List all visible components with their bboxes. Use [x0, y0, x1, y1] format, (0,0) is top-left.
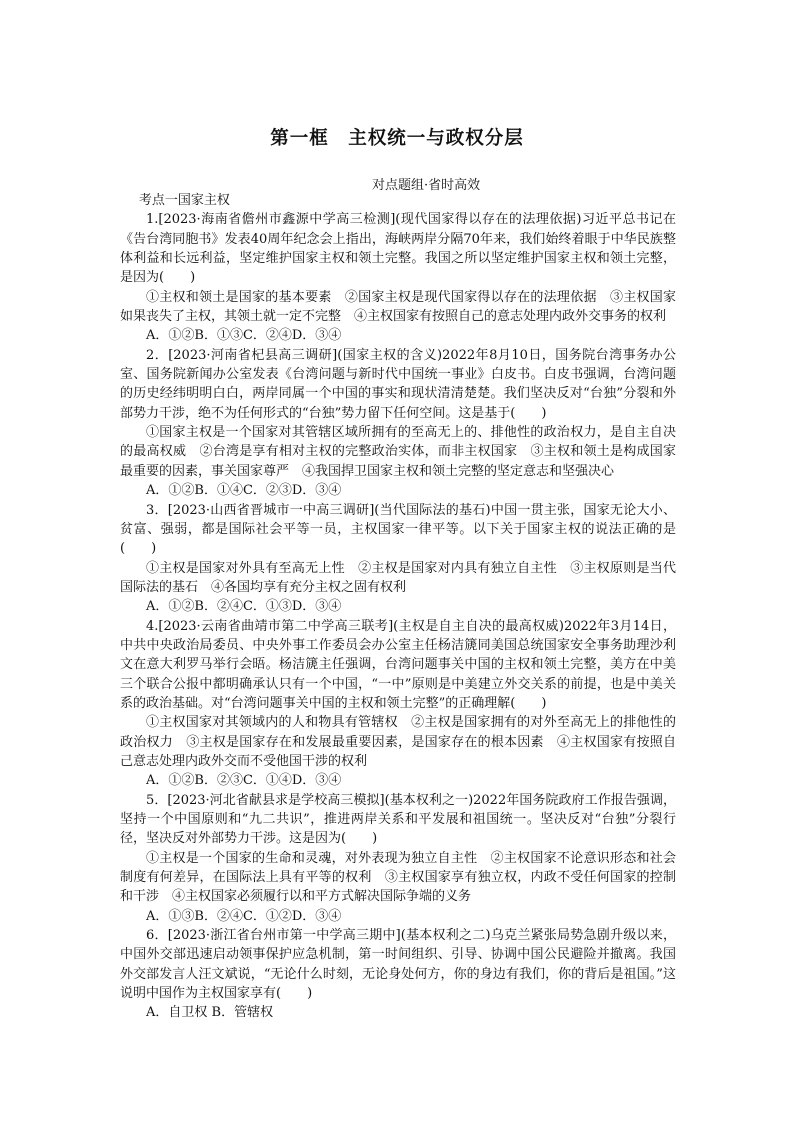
question-1-stem: 1.[2023·海南省儋州市鑫源中学高三检测](现代国家得以存在的法理依据)习近平总书记在《告台湾同胞书》发表40周年纪念会上指出，海峡两岸分隔70年来，我们始终着眼于中华民族整体利益和长远利益，坚定维护国家主权和领土完整。我国之所以坚定维护国家主权和领土完整，是因为( ): [120, 212, 676, 286]
question-3-options: A．①②B．②④C．①③D．③④: [146, 599, 342, 615]
section-subtitle: 对点题组·省时高效: [372, 178, 481, 193]
page-title: 第一框 主权统一与政权分层: [270, 128, 524, 149]
question-4-items: ①主权国家对其领域内的人和物具有管辖权 ②主权是国家拥有的对外至高无上的排他性的政治权力 ③主权是国家存在和发展最重要因素，是国家存在的根本因素 ④主权国家有按照自己意志处理内政外交而不受他国干涉的权利: [120, 715, 676, 769]
question-6-stem: 6．[2023·浙江省台州市第一中学高三期中](基本权利之二)乌克兰紧张局势急剧升级以来，中国外交部迅速启动领事保护应急机制，第一时间组织、引导、协调中国公民避险并撤离。我国外交部发言人汪文斌说，“无论什么时刻，无论身处何方，你的身边有我们，你的背后是祖国。”这说明中国作为主权国家享有( ): [120, 928, 676, 1002]
question-3-stem: 3．[2023·山西省晋城市一中高三调研](当代国际法的基石)中国一贯主张，国家无论大小、贫富、强弱，都是国际社会平等一员，主权国家一律平等。以下关于国家主权的说法正确的是( ): [120, 502, 676, 557]
question-1-items: ①主权和领土是国家的基本要素 ②国家主权是现代国家得以存在的法理依据 ③主权国家如果丧失了主权，其领土就一定不完整 ④主权国家有按照自己的意志处理内政外交事务的权利: [120, 289, 676, 325]
question-1-options: A．①②B．①③C．②④D．③④: [146, 328, 342, 344]
question-2-items: ①国家主权是一个国家对其管辖区域所拥有的至高无上的、排他性的政治权力，是自主自决的最高权威 ②台湾是享有相对主权的完整政治实体，而非主权国家 ③主权和领土是构成国家最重要的因素，事关国家尊严 ④我国捍卫国家主权和领土完整的坚定意志和坚强决心: [120, 425, 676, 479]
question-5-items: ①主权是一个国家的生命和灵魂，对外表现为独立自主性 ②主权国家不论意识形态和社会制度有何差异，在国际法上具有平等的权利 ③主权国家享有独立权，内政不受任何国家的控制和干涉 ④主权国家必须履行以和平方式解决国际争端的义务: [120, 850, 676, 905]
question-5-stem: 5．[2023·河北省献县求是学校高三模拟](基本权利之一)2022年国务院政府工作报告强调，坚持一个中国原则和“九二共识”，推进两岸关系和平发展和祖国统一。坚决反对“台独”分裂行径，坚决反对外部势力干涉。这是因为( ): [120, 792, 676, 847]
question-2-stem: 2．[2023·河南省杞县高三调研](国家主权的含义)2022年8月10日，国务院台湾事务办公室、国务院新闻办公室发表《台湾问题与新时代中国统一事业》白皮书。白皮书强调，台湾问题的历史经纬明明白白，两岸同属一个中国的事实和现状清清楚楚。我们坚决反对“台独”分裂和外部势力干涉，绝不为任何形式的“台独”势力留下任何空间。这是基于( ): [120, 347, 676, 421]
question-6-options: A．自卫权 B．管辖权: [146, 1005, 274, 1021]
question-5-options: A．①③B．②④C．①②D．③④: [146, 908, 342, 924]
question-3-items: ①主权是国家对外具有至高无上性 ②主权是国家对内具有独立自主性 ③主权原则是当代国际法的基石 ④各国均享有充分主权之固有权利: [120, 560, 676, 595]
question-2-options: A．①②B．①④C．②③D．③④: [146, 483, 342, 499]
question-content: [120, 191, 676, 1023]
question-4-options: A．①②B．②③C．①④D．③④: [146, 773, 342, 789]
question-4-stem: 4.[2023·云南省曲靖市第二中学高三联考](主权是自主自决的最高权威)2022年3月14日，中共中央政治局委员、中央外事工作委员会办公室主任杨洁篪同美国总统国家安全事务助理沙利文在意大利罗马举行会晤。杨洁篪主任强调，台湾问题事关中国的主权和领土完整，美方在中美三个联合公报中都明确承认只有一个中国，“一中”原则是中美建立外交关系的前提，也是中美关系的政治基础。对“台湾问题事关中国的主权和领土完整”的正确理解( ): [120, 618, 676, 711]
section-heading: 考点一国家主权: [138, 193, 230, 208]
